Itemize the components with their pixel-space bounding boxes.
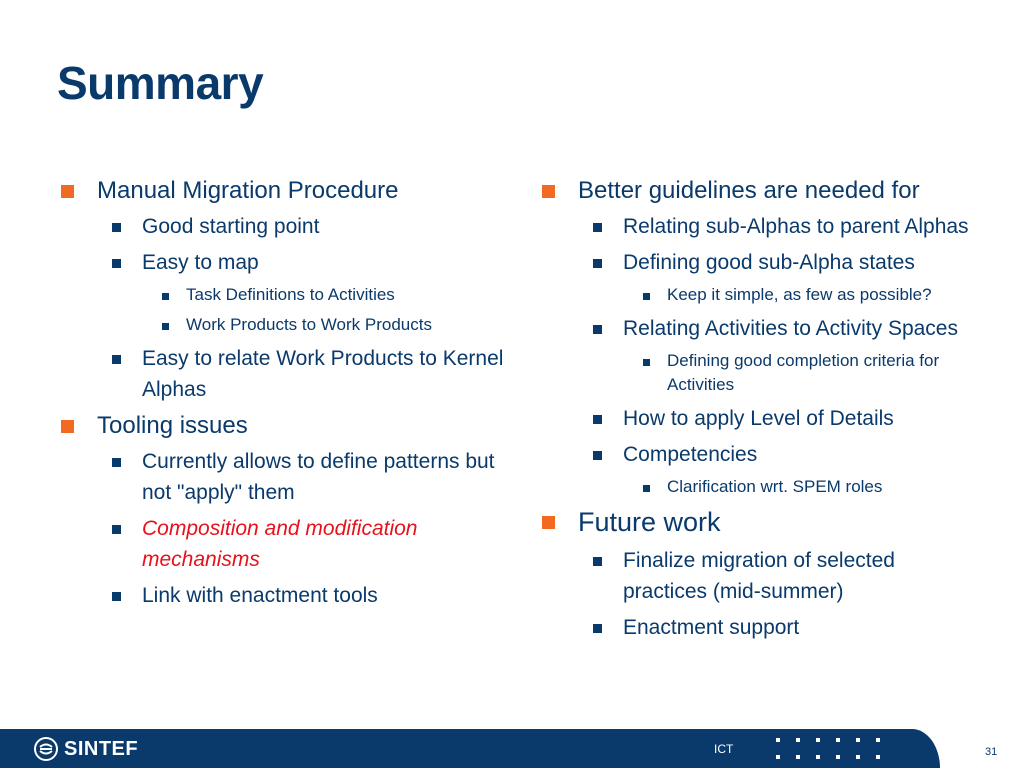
bullet-task-definitions (55, 283, 515, 307)
square-bullet-icon (593, 223, 602, 232)
bullet-text: Clarification wrt. SPEM roles (667, 477, 883, 496)
bullet-keep-simple (536, 283, 996, 307)
bullet-text: Currently allows to define patterns but not "apply" them (142, 450, 495, 504)
square-bullet-icon (162, 293, 169, 300)
bullet-text: Easy to relate Work Products to Kernel Alphas (142, 347, 504, 401)
square-bullet-icon (593, 415, 602, 424)
sintef-logo-icon (34, 737, 58, 761)
slide-title: Summary (57, 57, 264, 109)
orange-square-bullet-icon (542, 516, 555, 529)
bullet-text: Relating Activities to Activity Spaces (623, 317, 958, 340)
square-bullet-icon (593, 451, 602, 460)
bullet-text-highlighted: Composition and modification mechanisms (142, 517, 418, 571)
bullet-tooling-issues (55, 410, 515, 441)
bullet-level-of-details (536, 403, 996, 434)
orange-square-bullet-icon (61, 185, 74, 198)
bullet-better-guidelines (536, 175, 996, 206)
logo-text: SINTEF (64, 737, 139, 760)
square-bullet-icon (643, 359, 650, 366)
bullet-future-work (536, 505, 996, 540)
footer-bar (0, 729, 940, 768)
left-column (55, 175, 515, 616)
bullet-easy-to-map (55, 247, 515, 278)
sintef-logo (34, 736, 138, 762)
bullet-defining-states (536, 247, 996, 278)
orange-square-bullet-icon (61, 420, 74, 433)
bullet-easy-to-relate (55, 343, 515, 405)
page-number: 31 (985, 746, 998, 758)
bullet-text: Future work (578, 507, 721, 537)
bullet-currently-allows (55, 446, 515, 508)
square-bullet-icon (593, 259, 602, 268)
dot-pattern-icon (776, 735, 886, 763)
unit-label: ICT (714, 742, 734, 756)
orange-square-bullet-icon (542, 185, 555, 198)
slide-footer (0, 729, 1024, 768)
bullet-clarification (536, 475, 996, 499)
bullet-text: Work Products to Work Products (186, 315, 432, 334)
bullet-text: Easy to map (142, 251, 259, 274)
bullet-text: Better guidelines are needed for (578, 177, 920, 204)
bullet-text: Finalize migration of selected practices (mid-summer) (623, 549, 895, 603)
square-bullet-icon (162, 323, 169, 330)
bullet-text: Manual Migration Procedure (97, 177, 399, 204)
bullet-text: Link with enactment tools (142, 584, 378, 607)
bullet-text: Task Definitions to Activities (186, 285, 395, 304)
square-bullet-icon (112, 355, 121, 364)
bullet-link-enactment (55, 580, 515, 611)
bullet-completion-criteria (536, 349, 996, 397)
bullet-good-starting-point (55, 211, 515, 242)
bullet-text: Defining good sub-Alpha states (623, 251, 915, 274)
bullet-text: Competencies (623, 443, 758, 466)
bullet-text: Good starting point (142, 215, 320, 238)
bullet-text: Keep it simple, as few as possible? (667, 285, 932, 304)
bullet-composition-mechanisms (55, 513, 515, 575)
square-bullet-icon (593, 325, 602, 334)
square-bullet-icon (112, 458, 121, 467)
square-bullet-icon (643, 293, 650, 300)
bullet-work-products (55, 313, 515, 337)
square-bullet-icon (112, 259, 121, 268)
square-bullet-icon (593, 624, 602, 633)
bullet-text: Tooling issues (97, 412, 248, 439)
bullet-text: Relating sub-Alphas to parent Alphas (623, 215, 969, 238)
bullet-relating-activities (536, 313, 996, 344)
bullet-text: How to apply Level of Details (623, 407, 894, 430)
bullet-text: Enactment support (623, 616, 800, 639)
bullet-enactment-support (536, 612, 996, 643)
bullet-text: Defining good completion criteria for Activities (667, 351, 940, 394)
right-column (536, 175, 996, 648)
square-bullet-icon (593, 557, 602, 566)
bullet-manual-migration (55, 175, 515, 206)
square-bullet-icon (112, 223, 121, 232)
bullet-competencies (536, 439, 996, 470)
square-bullet-icon (112, 525, 121, 534)
square-bullet-icon (112, 592, 121, 601)
bullet-finalize-migration (536, 545, 996, 607)
bullet-relating-sub-alphas (536, 211, 996, 242)
square-bullet-icon (643, 485, 650, 492)
